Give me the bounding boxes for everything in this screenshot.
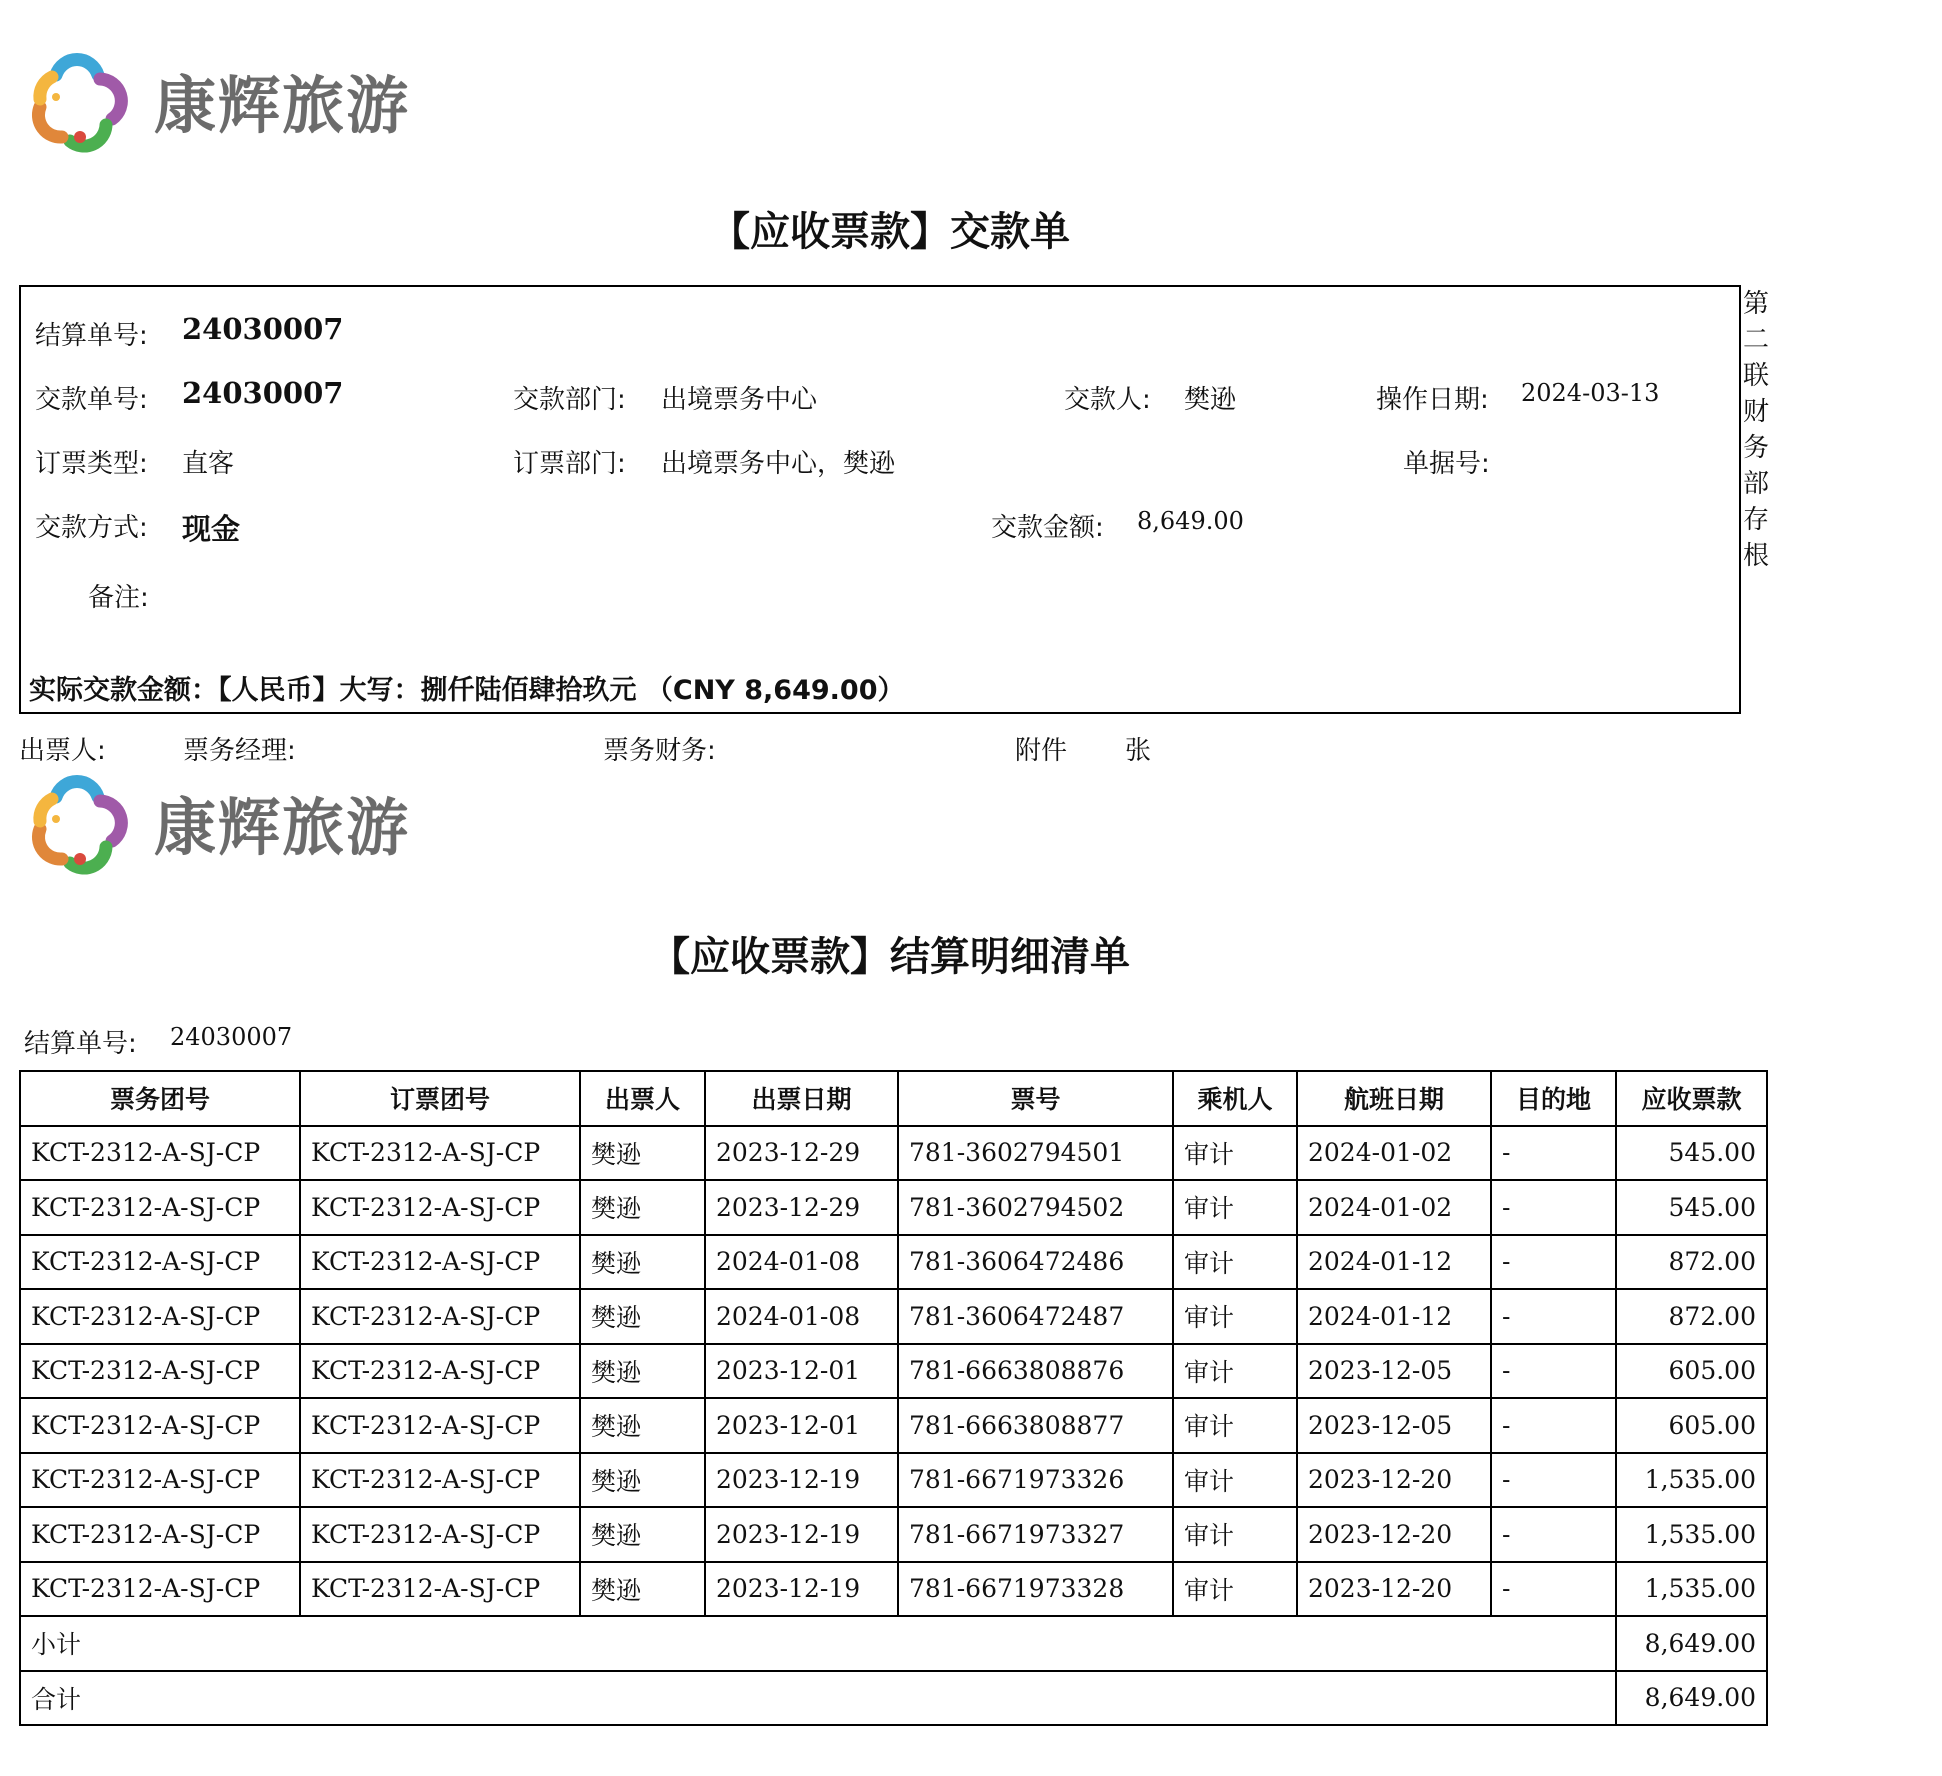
column-header: 票务团号: [20, 1071, 300, 1126]
cell-flight-date: 2023-12-20: [1297, 1507, 1491, 1562]
cell-amount: 1,535.00: [1616, 1507, 1767, 1562]
cell-ticket-no: 781-6671973327: [898, 1507, 1173, 1562]
cell-passenger: 审计: [1173, 1180, 1297, 1235]
cell-amount: 872.00: [1616, 1235, 1767, 1290]
cell-destination: -: [1491, 1398, 1616, 1453]
table-row: [20, 1344, 1767, 1399]
copy-note-char: 部: [1742, 469, 1769, 499]
cell-issuer: 樊逊: [580, 1398, 705, 1453]
cell-amount: 1,535.00: [1616, 1453, 1767, 1508]
detail-settlement-no-label: 结算单号:: [24, 1029, 137, 1059]
cell-destination: -: [1491, 1180, 1616, 1235]
order-type-value: 直客: [182, 449, 235, 479]
cell-issue-date: 2023-12-19: [705, 1562, 898, 1617]
table-header-row: [20, 1071, 1767, 1126]
cell-passenger: 审计: [1173, 1289, 1297, 1344]
cell-ticket-group: KCT-2312-A-SJ-CP: [20, 1562, 300, 1617]
detail-title: 【应收票款】结算明细清单: [650, 934, 1130, 980]
pay-method-value: 现金: [182, 512, 241, 546]
copy-note-char: 存: [1742, 505, 1769, 535]
brand-name: 康辉旅游: [154, 790, 411, 864]
cell-destination: -: [1491, 1562, 1616, 1617]
voucher-form: [19, 285, 1741, 714]
op-date-value: 2024-03-13: [1521, 379, 1660, 407]
table-row: [20, 1180, 1767, 1235]
brand-name: 康辉旅游: [154, 68, 411, 142]
flower-logo-icon: [22, 767, 132, 877]
cell-flight-date: 2024-01-12: [1297, 1289, 1491, 1344]
attachment-label: 附件: [1015, 736, 1068, 766]
manager-label: 票务经理:: [183, 736, 296, 766]
cell-issue-date: 2024-01-08: [705, 1289, 898, 1344]
cell-flight-date: 2023-12-05: [1297, 1344, 1491, 1399]
cell-passenger: 审计: [1173, 1398, 1297, 1453]
cell-issuer: 樊逊: [580, 1453, 705, 1508]
column-header: 目的地: [1491, 1071, 1616, 1126]
total-value: 8,649.00: [1616, 1671, 1767, 1726]
cell-destination: -: [1491, 1289, 1616, 1344]
cell-issue-date: 2024-01-08: [705, 1235, 898, 1290]
cell-destination: -: [1491, 1344, 1616, 1399]
cell-destination: -: [1491, 1453, 1616, 1508]
copy-note-vertical: [1741, 286, 1771, 574]
payment-dept-label: 交款部门:: [513, 385, 626, 415]
table-row: [20, 1126, 1767, 1181]
subtotal-row: [20, 1616, 1767, 1671]
cell-order-group: KCT-2312-A-SJ-CP: [300, 1344, 580, 1399]
pay-method-label: 交款方式:: [35, 513, 148, 543]
cell-amount: 545.00: [1616, 1126, 1767, 1181]
payer-label: 交款人:: [1064, 385, 1151, 415]
cell-order-group: KCT-2312-A-SJ-CP: [300, 1398, 580, 1453]
company-logo-2: [22, 767, 410, 877]
order-dept-label: 订票部门:: [513, 449, 626, 479]
payment-no-label: 交款单号:: [35, 385, 148, 415]
cell-ticket-group: KCT-2312-A-SJ-CP: [20, 1507, 300, 1562]
cell-passenger: 审计: [1173, 1235, 1297, 1290]
column-header: 乘机人: [1173, 1071, 1297, 1126]
company-logo: [22, 45, 410, 155]
column-header: 出票人: [580, 1071, 705, 1126]
finance-label: 票务财务:: [603, 736, 716, 766]
cell-ticket-no: 781-6663808877: [898, 1398, 1173, 1453]
order-type-label: 订票类型:: [35, 449, 148, 479]
cell-order-group: KCT-2312-A-SJ-CP: [300, 1289, 580, 1344]
cell-ticket-group: KCT-2312-A-SJ-CP: [20, 1453, 300, 1508]
column-header: 票号: [898, 1071, 1173, 1126]
column-header: 航班日期: [1297, 1071, 1491, 1126]
cell-destination: -: [1491, 1126, 1616, 1181]
table-row: [20, 1562, 1767, 1617]
cell-ticket-no: 781-6671973326: [898, 1453, 1173, 1508]
flower-logo-icon: [22, 45, 132, 155]
column-header: 订票团号: [300, 1071, 580, 1126]
cell-amount: 605.00: [1616, 1398, 1767, 1453]
payment-no-value: 24030007: [182, 376, 344, 410]
cell-passenger: 审计: [1173, 1344, 1297, 1399]
total-row: [20, 1671, 1767, 1726]
cell-amount: 872.00: [1616, 1289, 1767, 1344]
cell-ticket-group: KCT-2312-A-SJ-CP: [20, 1235, 300, 1290]
cell-ticket-group: KCT-2312-A-SJ-CP: [20, 1289, 300, 1344]
cell-ticket-group: KCT-2312-A-SJ-CP: [20, 1344, 300, 1399]
copy-note-char: 第: [1742, 289, 1769, 319]
cell-issue-date: 2023-12-29: [705, 1180, 898, 1235]
cell-order-group: KCT-2312-A-SJ-CP: [300, 1562, 580, 1617]
issuer-label: 出票人:: [19, 736, 106, 766]
cell-ticket-no: 781-6663808876: [898, 1344, 1173, 1399]
settlement-no-label: 结算单号:: [35, 321, 148, 351]
settlement-no-value: 24030007: [182, 312, 344, 346]
subtotal-label: 小计: [20, 1616, 1616, 1671]
cell-ticket-group: KCT-2312-A-SJ-CP: [20, 1126, 300, 1181]
cell-ticket-group: KCT-2312-A-SJ-CP: [20, 1398, 300, 1453]
copy-note-char: 财: [1742, 397, 1769, 427]
cell-passenger: 审计: [1173, 1126, 1297, 1181]
cell-issuer: 樊逊: [580, 1180, 705, 1235]
cell-order-group: KCT-2312-A-SJ-CP: [300, 1235, 580, 1290]
payment-dept-value: 出境票务中心: [661, 385, 818, 415]
cell-issuer: 樊逊: [580, 1562, 705, 1617]
order-dept-value: 出境票务中心，樊逊: [661, 449, 896, 479]
copy-note-char: 二: [1742, 325, 1769, 355]
table-row: [20, 1398, 1767, 1453]
cell-flight-date: 2024-01-02: [1297, 1180, 1491, 1235]
cell-flight-date: 2023-12-20: [1297, 1562, 1491, 1617]
cell-order-group: KCT-2312-A-SJ-CP: [300, 1507, 580, 1562]
settlement-detail-table: [19, 1070, 1768, 1726]
doc-no-label: 单据号:: [1403, 449, 1490, 479]
cell-ticket-no: 781-3606472487: [898, 1289, 1173, 1344]
copy-note-char: 务: [1742, 433, 1769, 463]
cell-amount: 1,535.00: [1616, 1562, 1767, 1617]
actual-amount-line: 实际交款金额：【人民币】大写：捌仟陆佰肆拾玖元 （CNY 8,649.00）: [29, 675, 905, 706]
cell-order-group: KCT-2312-A-SJ-CP: [300, 1180, 580, 1235]
cell-passenger: 审计: [1173, 1562, 1297, 1617]
table-row: [20, 1453, 1767, 1508]
subtotal-value: 8,649.00: [1616, 1616, 1767, 1671]
column-header: 出票日期: [705, 1071, 898, 1126]
copy-note-char: 联: [1742, 361, 1769, 391]
cell-issue-date: 2023-12-19: [705, 1507, 898, 1562]
cell-issuer: 樊逊: [580, 1235, 705, 1290]
cell-destination: -: [1491, 1507, 1616, 1562]
amount-value: 8,649.00: [1137, 507, 1244, 535]
cell-issue-date: 2023-12-01: [705, 1344, 898, 1399]
cell-issuer: 樊逊: [580, 1344, 705, 1399]
cell-issuer: 樊逊: [580, 1126, 705, 1181]
cell-ticket-no: 781-3602794502: [898, 1180, 1173, 1235]
cell-ticket-no: 781-3602794501: [898, 1126, 1173, 1181]
cell-amount: 545.00: [1616, 1180, 1767, 1235]
detail-settlement-no-value: 24030007: [170, 1023, 293, 1051]
table-row: [20, 1289, 1767, 1344]
cell-flight-date: 2023-12-05: [1297, 1398, 1491, 1453]
cell-issuer: 樊逊: [580, 1289, 705, 1344]
cell-passenger: 审计: [1173, 1453, 1297, 1508]
payer-value: 樊逊: [1184, 385, 1237, 415]
cell-flight-date: 2023-12-20: [1297, 1453, 1491, 1508]
cell-order-group: KCT-2312-A-SJ-CP: [300, 1126, 580, 1181]
cell-issuer: 樊逊: [580, 1507, 705, 1562]
attachment-unit: 张: [1125, 736, 1152, 766]
total-label: 合计: [20, 1671, 1616, 1726]
copy-note-char: 根: [1742, 541, 1769, 571]
cell-passenger: 审计: [1173, 1507, 1297, 1562]
cell-ticket-no: 781-3606472486: [898, 1235, 1173, 1290]
column-header: 应收票款: [1616, 1071, 1767, 1126]
remark-label: 备注:: [88, 583, 149, 613]
cell-flight-date: 2024-01-02: [1297, 1126, 1491, 1181]
voucher-title: 【应收票款】交款单: [710, 209, 1070, 255]
table-row: [20, 1235, 1767, 1290]
cell-issue-date: 2023-12-01: [705, 1398, 898, 1453]
op-date-label: 操作日期:: [1376, 385, 1489, 415]
cell-flight-date: 2024-01-12: [1297, 1235, 1491, 1290]
cell-issue-date: 2023-12-29: [705, 1126, 898, 1181]
cell-destination: -: [1491, 1235, 1616, 1290]
cell-amount: 605.00: [1616, 1344, 1767, 1399]
cell-ticket-no: 781-6671973328: [898, 1562, 1173, 1617]
table-row: [20, 1507, 1767, 1562]
cell-order-group: KCT-2312-A-SJ-CP: [300, 1453, 580, 1508]
amount-label: 交款金额:: [991, 513, 1104, 543]
cell-issue-date: 2023-12-19: [705, 1453, 898, 1508]
cell-ticket-group: KCT-2312-A-SJ-CP: [20, 1180, 300, 1235]
